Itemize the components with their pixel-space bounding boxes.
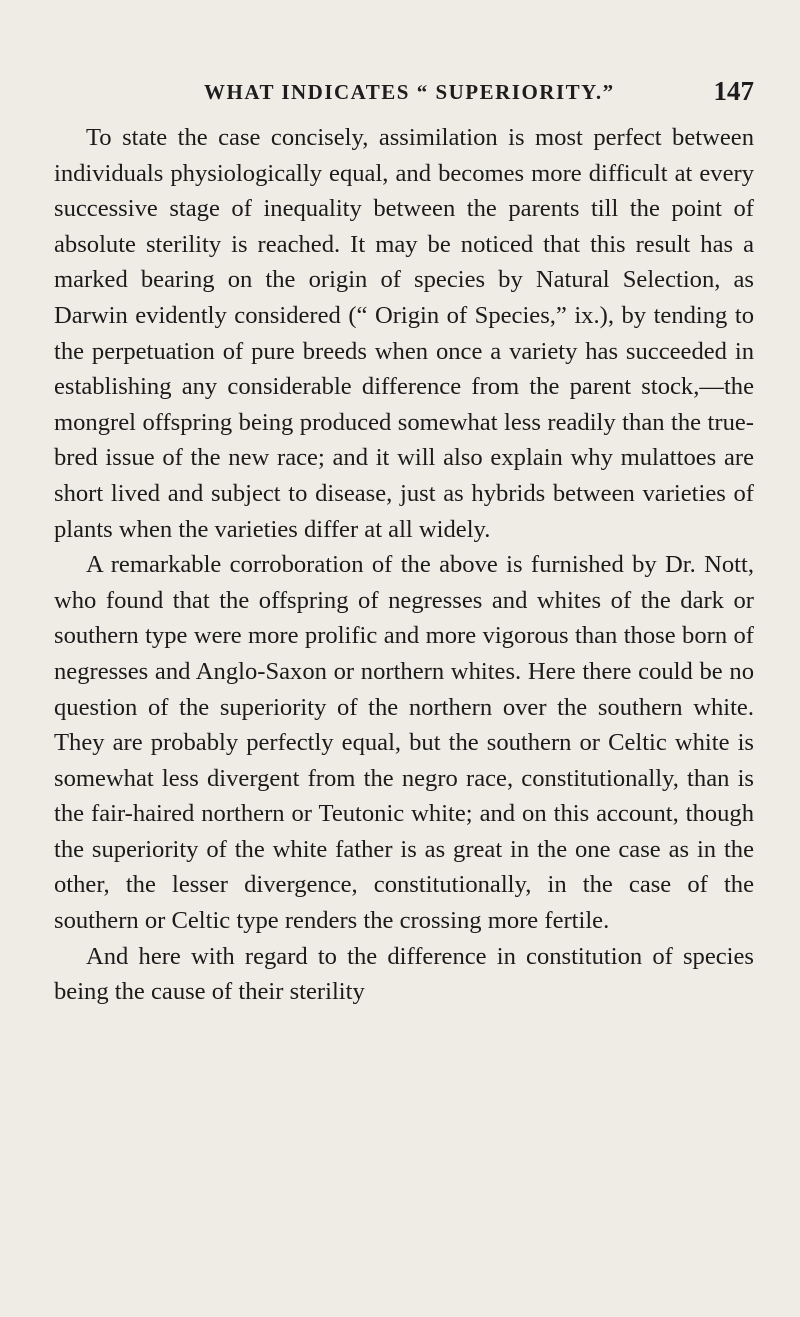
paragraph-3: And here with regard to the difference in constitution of species being the cause of their sterility xyxy=(54,942,754,1006)
page-header xyxy=(56,72,754,112)
paragraph-2: A remarkable corroboration of the above is furnished by Dr. Nott, who found that the offspring of negresses and whites of the dark or southern type were more prolific and more vigorous than those born of negresses and Anglo-Saxon or northern whites. Here there could be no question of the superiority of the northern over the southern white. They are probably perfectly equal, but the southern or Celtic white is somewhat less divergent from the negro race, constitutionally, than is the fair-haired northern or Teutonic white; and on this account, though the superiority of the white father is as great in the one case as in the other, the lesser divergence, constitutionally, in the case of the southern or Celtic type renders the crossing more fertile. xyxy=(54,551,754,935)
page-number: 147 xyxy=(713,76,754,106)
paragraph-1: To state the case concisely, assimilation is most perfect between individuals physiologically equal, and becomes more difficult at every successive stage of inequality between the parents till the point of absolute sterility is reached. It may be noticed that this result has a marked bearing on the origin of species by Natural Selection, as Darwin evidently considered (“ Origin of Species,” ix.), by tending to the perpetuation of pure breeds when once a variety has succeeded in establishing any considerable difference from the parent stock,—the mongrel offspring being produced somewhat less readily than the true-bred issue of the new race; and it will also explain why mulattoes are short lived and subject to disease, just as hybrids between varieties of plants when the varieties differ at all widely. xyxy=(54,124,754,543)
running-title: WHAT INDICATES “ SUPERIORITY.” xyxy=(204,80,615,104)
body-text xyxy=(54,120,754,1010)
